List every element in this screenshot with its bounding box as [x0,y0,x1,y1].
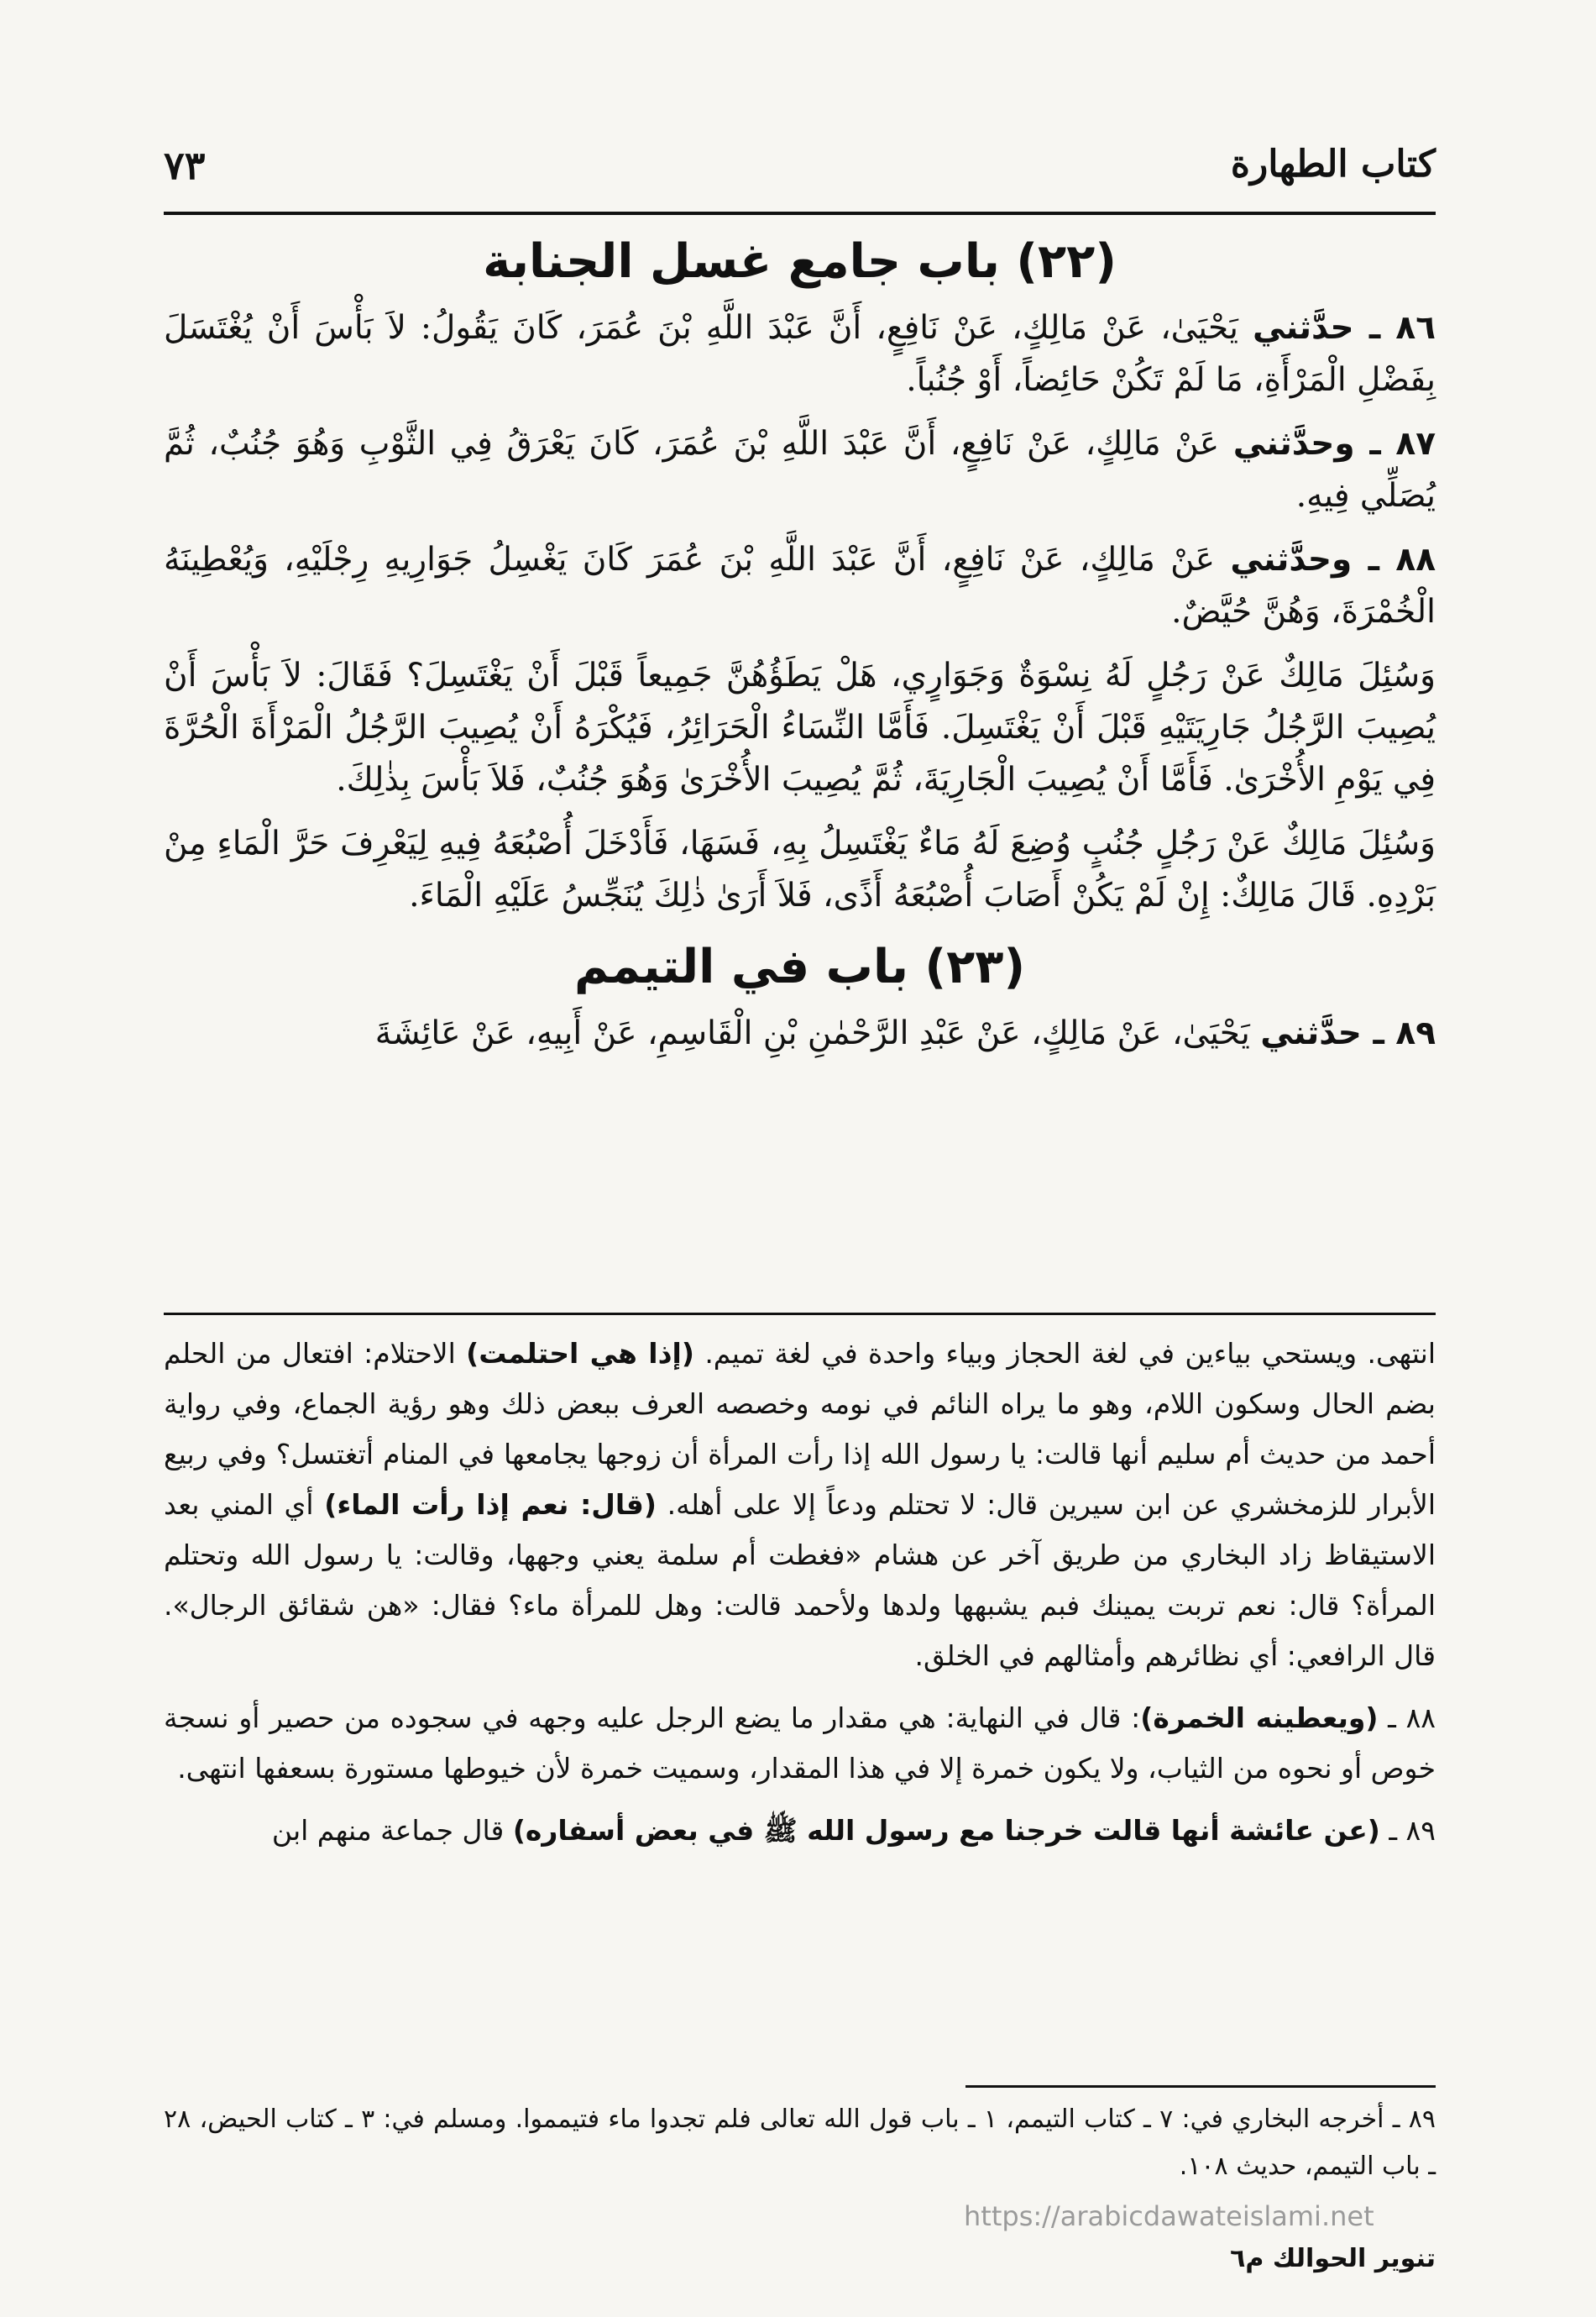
note-text: أي المني بعد الاستيقاظ زاد البخاري من طريق آخر عن هشام «فغطت أم سلمة يعني وجهها، وقالت: يا رسول الله وتحتلم المرأة؟ قال: نعم تربت يمينك فبم يشبهها ولدها ولأحمد قالت: وهل للمرأة ماء؟ فقال: «هن شقائق الرجال». قال الرافعي: أي نظائرهم وأمثالهم في الخلق. [164,1488,1436,1672]
hadith-text: عَنْ مَالِكٍ، عَنْ نَافِعٍ، أَنَّ عَبْدَ اللَّهِ بْنَ عُمَرَ، كَانَ يَعْرَقُ فِي الثَّوْبِ وَهُوَ جُنُبٌ، ثُمَّ يُصَلِّي فِيهِ. [164,425,1436,515]
malik-ruling-2 [164,818,1436,922]
note-quote: (إذا هي احتلمت) [466,1337,694,1370]
hadith-lead: ٨٩ ـ حدَّثني [1260,1014,1436,1052]
hadith-text: يَحْيَىٰ، عَنْ مَالِكٍ، عَنْ عَبْدِ الرَّحْمٰنِ بْنِ الْقَاسِمِ، عَنْ أَبِيهِ، عَنْ عَائِشَةَ [374,1014,1261,1052]
chapter-title: (٢٣) باب في التيمم [573,940,1026,994]
note-text: ٨٨ ـ [1378,1701,1436,1734]
hadith-89 [164,1008,1436,1060]
main-text [164,228,1436,1072]
note-quote: (عن عائشة أنها قالت خرجنا مع رسول الله ﷺ في بعض أسفاره) [512,1814,1380,1847]
hadith-86 [164,302,1436,406]
hadith-87 [164,418,1436,522]
hadith-88 [164,534,1436,638]
footnote: ٨٩ ـ أخرجه البخاري في: ٧ ـ كتاب التيمم، ١ ـ باب قول الله تعالى فلم تجدوا ماء فتيمموا. ومسلم في: ٣ ـ كتاب الحيض، ٢٨ ـ باب التيمم، حديث ١٠٨. [164,2105,1436,2181]
ruling-text: وَسُئِلَ مَالِكٌ عَنْ رَجُلٍ جُنُبٍ وُضِعَ لَهُ مَاءٌ يَغْتَسِلُ بِهِ، فَسَهَا، فَأَدْخَلَ أُصْبُعَهُ فِيهِ لِيَعْرِفَ حَرَّ الْمَاءِ مِنْ بَرْدِهِ. قَالَ مَالِكٌ: إِنْ لَمْ يَكُنْ أَصَابَ أُصْبُعَهُ أَذًى، فَلاَ أَرَىٰ ذٰلِكَ يُنَجِّسُ عَلَيْهِ الْمَاءَ. [164,825,1436,915]
commentary-note [164,1329,1436,1681]
commentary-note [164,1693,1436,1794]
ruling-text: وَسُئِلَ مَالِكٌ عَنْ رَجُلٍ لَهُ نِسْوَةٌ وَجَوَارٍي، هَلْ يَطَؤُهُنَّ جَمِيعاً قَبْلَ أَنْ يَغْتَسِلَ؟ فَقَالَ: لاَ بَأْسَ أَنْ يُصِيبَ الرَّجُلُ جَارِيَتَيْهِ قَبْلَ أَنْ يَغْتَسِلَ. فَأَمَّا النِّسَاءُ الْحَرَائِرُ، فَيُكْرَهُ أَنْ يُصِيبَ الرَّجُلُ الْمَرْأَةَ الْحُرَّةَ فِي يَوْمِ الأُخْرَىٰ. فَأَمَّا أَنْ يُصِيبَ الْجَارِيَةَ، ثُمَّ يُصِيبَ الأُخْرَىٰ وَهُوَ جُنُبٌ، فَلاَ بَأْسَ بِذٰلِكَ. [164,657,1436,799]
printer-signature: تنوير الحوالك م٦ [1230,2244,1436,2273]
hadith-lead: ٨٧ ـ وحدَّثني [1232,425,1436,463]
note-text: : قال في النهاية: هي مقدار ما يضع الرجل عليه وجهه في سجوده من حصير أو نسجة خوص أو نحوه من الثياب، ولا يكون خمرة إلا في هذا المقدار، وسميت خمرة لأن خيوطها مستورة بسعفها انتهى. [164,1701,1436,1785]
chapter-title: (٢٢) باب جامع غسل الجنابة [483,234,1117,289]
note-quote: (ويعطينه الخمرة) [1140,1701,1379,1734]
footnote-rule [965,2085,1436,2088]
commentary [164,1329,1436,1868]
watermark: https://arabicdawateislami.net [964,2200,1374,2232]
header-rule [164,212,1436,215]
hadith-text: عَنْ مَالِكٍ، عَنْ نَافِعٍ، أَنَّ عَبْدَ اللَّهِ بْنَ عُمَرَ كَانَ يَغْسِلُ جَوَارِيهِ رِجْلَيْهِ، وَيُعْطِينَهُ الْخُمْرَةَ، وَهُنَّ حُيَّضٌ. [164,541,1436,631]
hadith-lead: ٨٦ ـ حدَّثني [1253,309,1436,347]
running-header [164,143,1436,202]
note-text: ٨٩ ـ [1379,1814,1436,1847]
note-text: الاحتلام: افتعال من الحلم بضم الحال وسكون اللام، وهو ما يراه النائم في نومه وخصصه العرف ببعض ذلك وهو رؤية الجماع، وفي رواية أحمد من حديث أم سليم أنها قالت: يا رسول الله إذا رأت المرأة أن زوجها يجامعها في المنام أتغتسل؟ وفي ربيع الأبرار للزمخشري عن ابن سيرين قال: لا تحتلم ودعاً إلا على أهله. [164,1337,1436,1521]
page-number: ٧٣ [164,143,206,188]
hadith-text: يَحْيَىٰ، عَنْ مَالِكٍ، عَنْ نَافِعٍ، أَنَّ عَبْدَ اللَّهِ بْنَ عُمَرَ، كَانَ يَقُولُ: لاَ بَأْسَ أَنْ يُغْتَسَلَ بِفَضْلِ الْمَرْأَةِ، مَا لَمْ تَكُنْ حَائِضاً، أَوْ جُنُباً. [164,309,1436,399]
malik-ruling-1 [164,650,1436,806]
note-text: انتهى. ويستحي بياءين في لغة الحجاز وبياء واحدة في لغة تميم. [693,1337,1436,1370]
note-text: قال جماعة منهم ابن [271,1814,513,1847]
book-title: كتاب الطهارة [1230,143,1436,186]
hadith-lead: ٨٨ ـ وحدَّثني [1230,541,1436,579]
commentary-note [164,1806,1436,1856]
commentary-rule [164,1313,1436,1315]
note-quote: (قال: نعم إذا رأت الماء) [324,1488,657,1521]
